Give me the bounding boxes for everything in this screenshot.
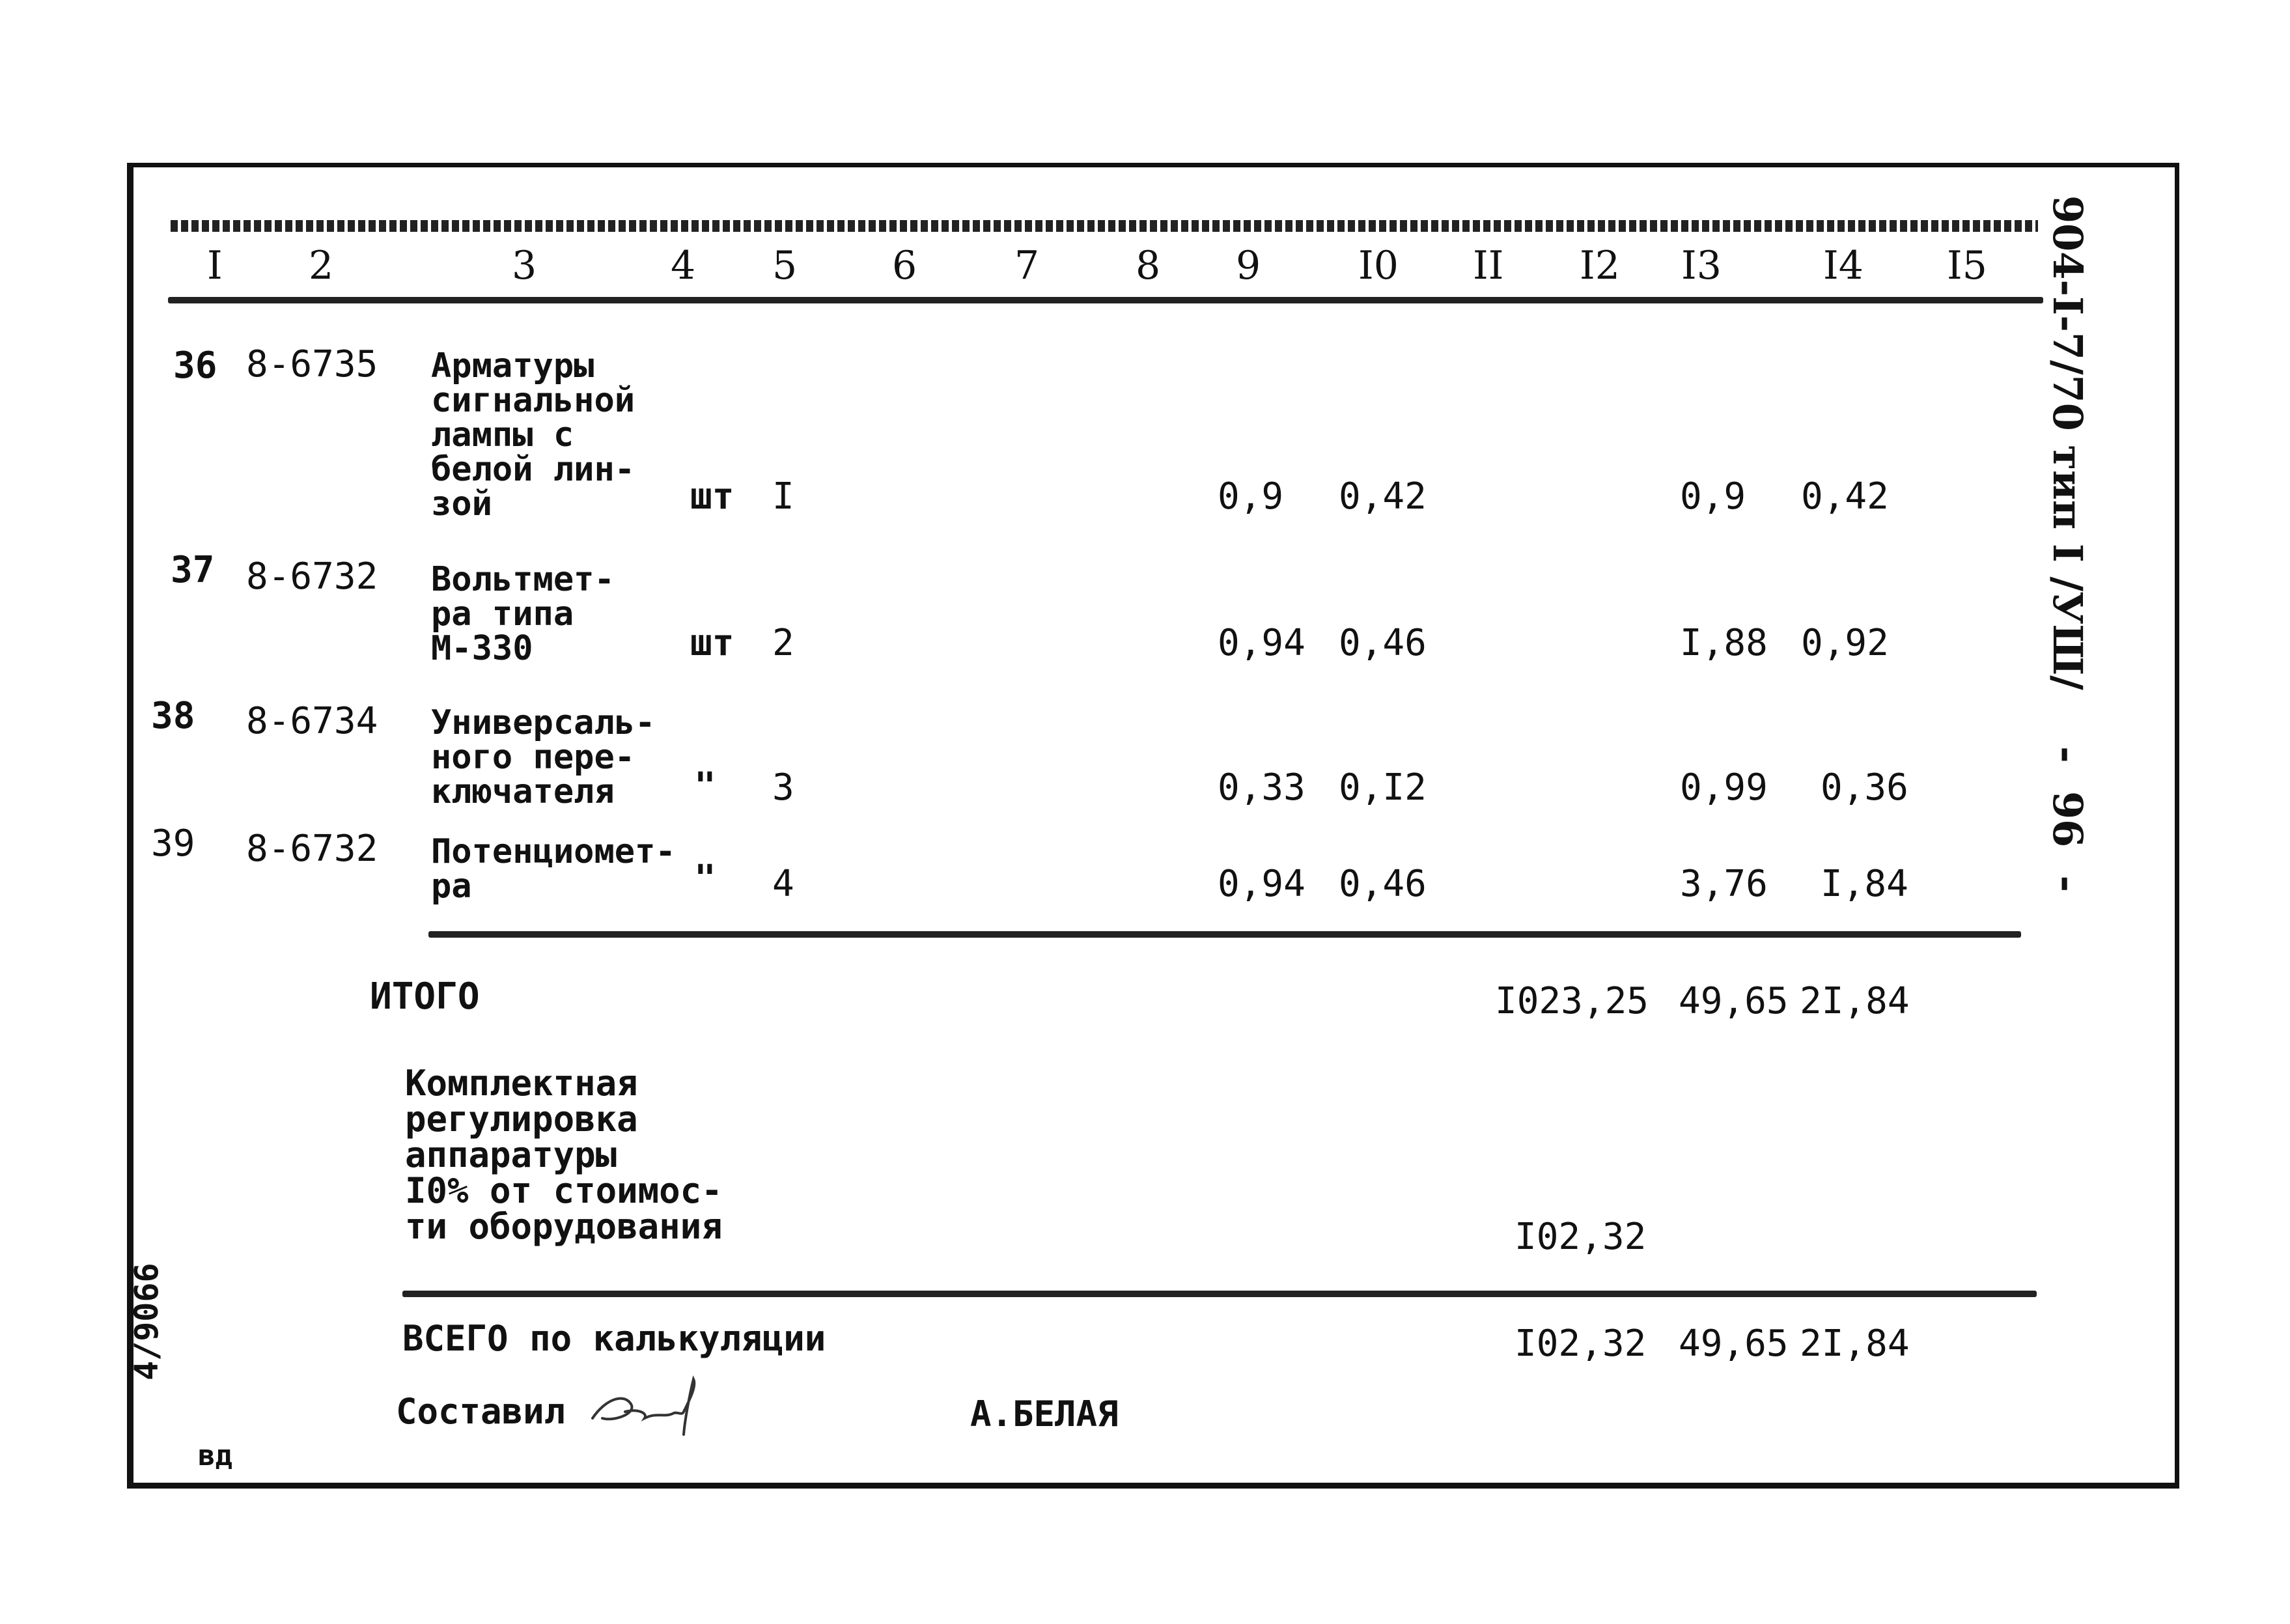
col-header-15: I5 (1947, 243, 1987, 288)
col-header-5: 5 (772, 243, 798, 288)
row-qty: 2 (772, 622, 794, 664)
row-number: 37 (171, 549, 215, 591)
total-label: ИТОГО (370, 975, 480, 1018)
row-name: Арматуры сигнальной лампы с белой лин- зой (431, 346, 635, 524)
row-col9: 0,94 (1218, 863, 1306, 905)
col-header-13: I3 (1681, 243, 1722, 288)
grand-total-col14: 2I,84 (1800, 1323, 1910, 1365)
row-col10: 0,46 (1339, 863, 1427, 905)
corner-mark: вд (198, 1439, 232, 1472)
row-col14: I,84 (1821, 863, 1908, 905)
document-code: 904-I-7/70 тип I /УШ/ - 96 - (2044, 195, 2091, 893)
total-col12: I023,25 (1495, 980, 1649, 1022)
grand-total-label: ВСЕГО по калькуляции (402, 1318, 826, 1359)
col-header-1: I (207, 243, 223, 288)
row-code: 8-6735 (246, 343, 378, 385)
header-rule (171, 220, 2038, 232)
row-col14: 0,36 (1821, 766, 1908, 809)
row-col13: I,88 (1680, 622, 1768, 664)
row-name: Универсаль- ного пере- ключателя (431, 703, 656, 812)
grand-total-col12: I02,32 (1515, 1323, 1647, 1365)
adjustment-bottom-rule (402, 1291, 2037, 1297)
col-header-7: 7 (1014, 243, 1040, 288)
row-col10: 0,42 (1339, 475, 1427, 518)
col-header-12: I2 (1580, 243, 1620, 288)
row-code: 8-6734 (246, 700, 378, 742)
row-col14: 0,92 (1801, 622, 1889, 664)
row-code: 8-6732 (246, 828, 378, 870)
inventory-stamp: 4/9066 (128, 1263, 165, 1380)
col-header-4: 4 (671, 243, 696, 288)
total-col14: 2I,84 (1800, 980, 1910, 1022)
row-unit: шт (690, 475, 734, 518)
grand-total-col13: 49,65 (1679, 1323, 1789, 1365)
rows-bottom-rule (428, 931, 2021, 938)
col-header-8: 8 (1136, 243, 1161, 288)
row-number: 39 (151, 822, 195, 865)
compiled-label: Составил (396, 1391, 566, 1432)
header-bottom-rule (168, 297, 2043, 303)
compiler-name: А.БЕЛАЯ (970, 1393, 1119, 1435)
row-unit: шт (690, 622, 734, 664)
col-header-10: I0 (1358, 243, 1399, 288)
row-col9: 0,33 (1218, 766, 1306, 809)
row-number: 38 (151, 695, 195, 737)
col-header-2: 2 (309, 243, 334, 288)
row-col10: 0,I2 (1339, 766, 1427, 809)
row-unit: " (694, 858, 716, 900)
row-code: 8-6732 (246, 555, 378, 598)
col-header-11: II (1473, 243, 1504, 288)
adjustment-text: Комплектная регулировка аппаратуры I0% от стоимос- ти оборудования (405, 1063, 723, 1248)
row-col13: 0,99 (1680, 766, 1768, 809)
col-header-6: 6 (892, 243, 917, 288)
row-col14: 0,42 (1801, 475, 1889, 518)
total-col13: 49,65 (1679, 980, 1789, 1022)
col-header-14: I4 (1823, 243, 1864, 288)
row-qty: 3 (772, 766, 794, 809)
row-name: Потенциомет- ра (431, 832, 676, 906)
row-col9: 0,9 (1218, 475, 1284, 518)
row-col10: 0,46 (1339, 622, 1427, 664)
row-number: 36 (173, 344, 217, 387)
row-name: Вольтмет- ра типа М-330 (431, 560, 615, 669)
row-qty: 4 (772, 863, 794, 905)
row-qty: I (772, 475, 794, 518)
row-col13: 0,9 (1680, 475, 1746, 518)
row-col13: 3,76 (1680, 863, 1768, 905)
adjustment-col12: I02,32 (1515, 1216, 1647, 1258)
signature (586, 1373, 716, 1444)
col-header-9: 9 (1236, 243, 1261, 288)
row-col9: 0,94 (1218, 622, 1306, 664)
row-unit: " (694, 765, 716, 807)
col-header-3: 3 (512, 243, 537, 288)
